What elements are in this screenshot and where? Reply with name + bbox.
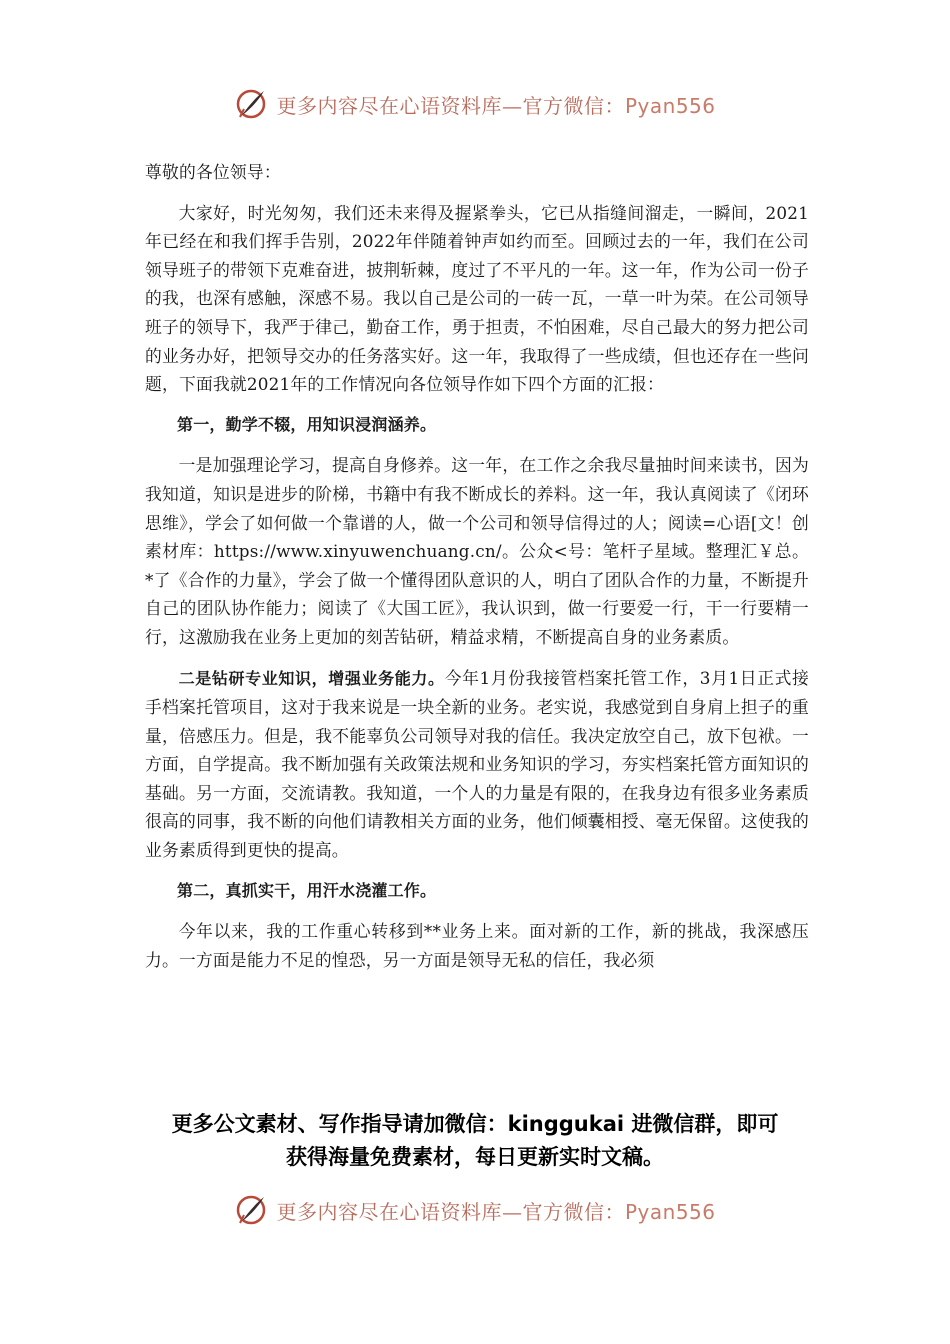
section-1-paragraph-2-lead: 二是钻研专业知识，增强业务能力。 bbox=[178, 668, 445, 688]
footer-wechat-id: Pyan556 bbox=[624, 1199, 716, 1224]
quill-logo-icon bbox=[234, 87, 268, 121]
header-wechat-id: Pyan556 bbox=[624, 93, 716, 118]
section-1-paragraph-1: 一是加强理论学习，提高自身修养。这一年，在工作之余我尽量抽时间来读书，因为我知道，知识是进步的阶梯，书籍中有我不断成长的养料。这一年，我认真阅读了《闭环思维》，学会了如何做一个靠谱的人，做一个公司和领导信得过的人；阅读=心语[文！创素材库：https://www.xinyuwenchuang.cn/。公众<号：笔杆子星域。整理汇￥总。*了《合作的力量》，学会了做一个懂得团队意识的人，明白了团队合作的力量，不断提升自己的团队协作能力；阅读了《大国工匠》，我认识到，做一行要爱一行，干一行要精一行，这激励我在业务上更加的刻苦钻研，精益求精，不断提高自身的业务素质。 bbox=[145, 455, 809, 647]
footer-banner-text: 更多内容尽在心语资料库—官方微信：Pyan556 bbox=[276, 1199, 716, 1224]
header-banner-text: 更多内容尽在心语资料库—官方微信：Pyan556 bbox=[276, 93, 716, 118]
section-1-paragraph-2-body: 今年1月份我接管档案托管工作，3月1日正式接手档案托管项目，这对于我来说是一块全新的业务。老实说，我感觉到自身肩上担子的重量，倍感压力。但是，我不能辜负公司领导对我的信任。我决定放空自己，放下包袱。一方面，自学提高。我不断加强有关政策法规和业务知识的学习，夯实档案托管方面知识的基础。另一方面，交流请教。我知道，一个人的力量是有限的，在我身边有很多业务素质很高的同事，我不断的向他们请教相关方面的业务，他们倾囊相授、毫无保留。这使我的业务素质得到更快的提高。 bbox=[145, 667, 809, 861]
section-2-paragraph-1: 今年以来，我的工作重心转移到**业务上来。面对新的工作，新的挑战，我深感压力。一方面是能力不足的惶恐，另一方面是领导无私的信任，我必须 bbox=[145, 921, 809, 970]
quill-logo-icon bbox=[234, 1193, 268, 1227]
footer-banner bbox=[0, 1190, 950, 1230]
cta-line-2: 获得海量免费素材，每日更新实时文稿。 bbox=[286, 1145, 664, 1169]
intro-paragraph: 大家好，时光匆匆，我们还未来得及握紧拳头，它已从指缝间溜走，一瞬间，2021年已经在和我们挥手告别，2022年伴随着钟声如约而至。回顾过去的一年，我们在公司领导班子的带领下克难奋进，披荆斩棘，度过了不平凡的一年。这一年，作为公司一份子的我，也深有感触，深感不易。我以自己是公司的一砖一瓦，一草一叶为荣。在公司领导班子的领导下，我严于律己，勤奋工作，勇于担责，不怕困难，尽自己最大的努力把公司的业务办好，把领导交办的任务落实好。这一年，我取得了一些成绩，但也还存在一些问题，下面我就2021年的工作情况向各位领导作如下四个方面的汇报： bbox=[145, 202, 809, 395]
section-2-heading: 第二，真抓实干，用汗水浇灌工作。 bbox=[177, 880, 437, 900]
section-1-heading: 第一，勤学不辍，用知识浸润涵养。 bbox=[177, 414, 437, 434]
wechat-call-to-action bbox=[100, 1108, 850, 1174]
greeting: 尊敬的各位领导： bbox=[145, 162, 281, 182]
header-banner bbox=[0, 84, 950, 124]
document-body bbox=[145, 158, 809, 986]
cta-line-1: 更多公文素材、写作指导请加微信：kinggukai 进微信群，即可 bbox=[171, 1112, 779, 1136]
section-1-paragraph-2 bbox=[145, 664, 809, 865]
